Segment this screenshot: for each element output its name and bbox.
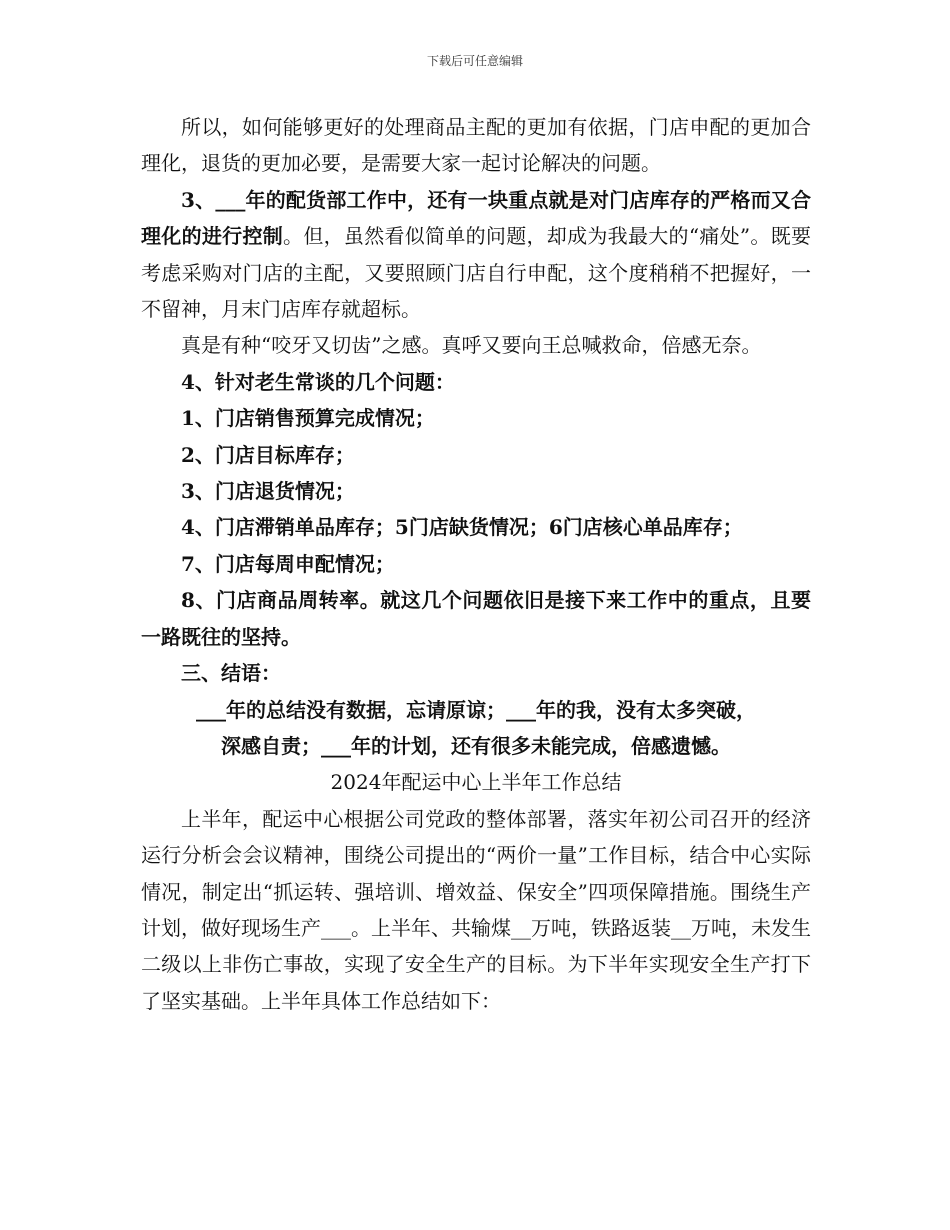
paragraph-half-year-summary: 上半年，配运中心根据公司党政的整体部署，落实年初公司召开的经济运行分析会会议精神，围绕公司提出的“两价一量”工作目标，结合中心实际情况，制定出“抓运转、强培训、增效益、保安全”四项保障措施。围绕生产计划，做好现场生产___。上半年、共输煤__万吨，铁路返装__万吨，未发生二级以上非伤亡事故，实现了安全生产的目标。为下半年实现安全生产打下了坚实基础。上半年具体工作总结如下：: [141, 806, 811, 1013]
list-item: 3、门店退货情况；: [181, 479, 355, 504]
inventory-control-heading: 3、___年的配货部工作中，还有一块重点就是对门店库存的严格而又合理化的进行控制: [141, 187, 811, 249]
list-item: 7、门店每周申配情况；: [181, 551, 395, 576]
list-item: 1、门店销售预算完成情况；: [181, 406, 435, 431]
list-item: 2、门店目标库存；: [181, 442, 355, 467]
paragraph-frustration: 真是有种“咬牙又切齿”之感。真呼又要向王总喊救命，倍感无奈。: [181, 333, 762, 358]
section-heading-conclusion: 三、结语：: [181, 661, 281, 686]
list-item: 8、门店商品周转率。就这几个问题依旧是接下来工作中的重点，且要一路既往的坚持。: [141, 588, 811, 649]
paragraph-allocation-issue: 所以，如何能够更好的处理商品主配的更加有依据，门店申配的更加合理化，退货的更加必要，是需要大家一起讨论解决的问题。: [141, 115, 811, 176]
closing-line-1: ___年的总结没有数据，忘请原谅；___年的我，没有太多突破，: [196, 697, 756, 722]
document-body: [141, 109, 811, 1019]
page-header: 下载后可任意编辑: [426, 54, 523, 68]
closing-line-2: 深感自责；___年的计划，还有很多未能完成，倍感遗憾。: [221, 733, 731, 758]
list-heading-recurring-issues: 4、针对老生常谈的几个问题：: [181, 369, 455, 394]
list-item: 4、门店滞销单品库存；5门店缺货情况；6门店核心单品库存；: [181, 515, 743, 540]
document-title: 2024年配运中心上半年工作总结: [330, 770, 622, 795]
inventory-control-text: 。但，虽然看似简单的问题，却成为我最大的“痛处”。既要考虑采购对门店的主配，又要照顾门店自行申配，这个度稍稍不把握好，一不留神，月末门店库存就超标。: [141, 224, 812, 322]
paragraph-inventory-control: [141, 182, 811, 328]
